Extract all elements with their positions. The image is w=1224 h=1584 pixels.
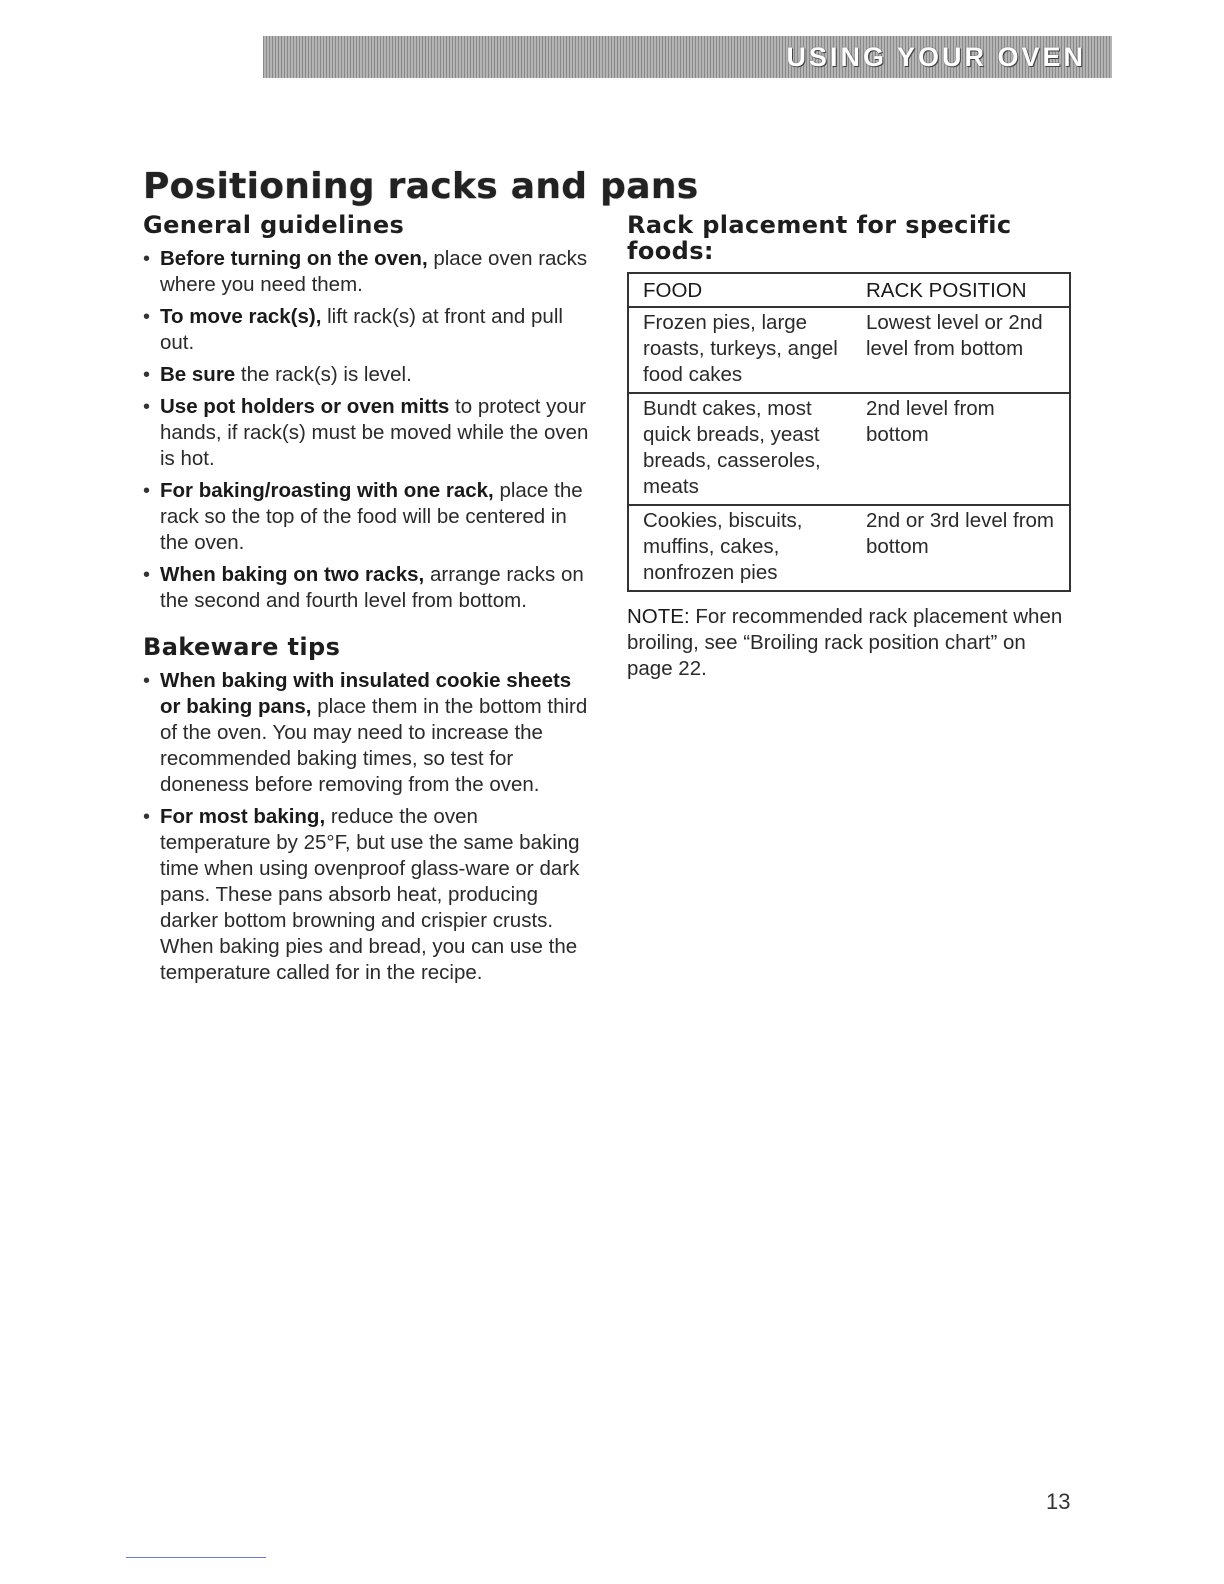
- table-row: [628, 505, 1070, 591]
- list-item: • Use pot holders or oven mitts to protect your hands, if rack(s) must be moved while the oven is hot.: [143, 395, 589, 470]
- section-header-bar: [263, 36, 1112, 78]
- bakeware-tips-list: [143, 668, 593, 986]
- bullet-icon: •: [143, 480, 151, 502]
- bullet-icon: •: [143, 396, 151, 418]
- bullet-icon: •: [143, 306, 151, 328]
- rack-position-table: [627, 272, 1071, 592]
- general-guidelines-list: [143, 246, 593, 614]
- right-column: [627, 212, 1077, 703]
- note-text: For recommended rack placement when broiling, see “Broiling rack position chart” on page 22.: [627, 605, 1063, 680]
- food-cell: Frozen pies, large roasts, turkeys, angel food cakes: [628, 307, 852, 393]
- page-title: Positioning racks and pans: [143, 166, 699, 207]
- rack-placement-heading: Rack placement for specific foods:: [627, 211, 1012, 265]
- bullet-icon: •: [143, 364, 151, 386]
- bakeware-section: [143, 634, 593, 986]
- bullet-icon: •: [143, 248, 151, 270]
- list-item: • Before turning on the oven, place oven racks where you need them.: [143, 247, 588, 296]
- section-header-title: USING YOUR OVEN: [786, 42, 1086, 72]
- bullet-icon: •: [143, 806, 151, 828]
- list-item: • When baking with insulated cookie sheets or baking pans, place them in the bottom third of the oven. You may need to increase the recommended baking times, so test for doneness before removing from the oven.: [143, 669, 588, 796]
- list-item: • For baking/roasting with one rack, place the rack so the top of the food will be centered in the oven.: [143, 479, 583, 554]
- list-item: • To move rack(s), lift rack(s) at front and pull out.: [143, 305, 563, 354]
- table-row: [628, 393, 1070, 505]
- bakeware-tips-heading: Bakeware tips: [143, 633, 341, 661]
- column-header-food: FOOD: [628, 273, 852, 307]
- column-header-rack-position: RACK POSITION: [852, 273, 1070, 307]
- list-item: • For most baking, reduce the oven temperature by 25°F, but use the same baking time when using ovenproof glass-ware or dark pans. These pans absorb heat, producing darker bottom browning and crispier crusts. When baking pies and bread, you can use the temperature called for in the recipe.: [143, 805, 580, 984]
- bullet-icon: •: [143, 670, 151, 692]
- table-row: [628, 307, 1070, 393]
- page-number: 13: [1046, 1489, 1071, 1514]
- table-header-row: [628, 273, 1070, 307]
- rack-position-cell: 2nd or 3rd level from bottom: [866, 509, 1055, 558]
- food-cell: Cookies, biscuits, muffins, cakes, nonfrozen pies: [643, 509, 803, 584]
- list-item: • When baking on two racks, arrange racks on the second and fourth level from bottom.: [143, 563, 584, 612]
- rack-position-cell: Lowest level or 2nd level from bottom: [852, 307, 1070, 393]
- bullet-icon: •: [143, 564, 151, 586]
- general-guidelines-heading: General guidelines: [143, 211, 405, 239]
- left-column: [143, 212, 593, 992]
- rack-position-cell: 2nd level from bottom: [852, 393, 1070, 505]
- food-cell: Bundt cakes, most quick breads, yeast breads, casseroles, meats: [628, 393, 852, 505]
- rack-note: [627, 604, 1077, 682]
- footer-divider: [126, 1557, 266, 1558]
- list-item: • Be sure the rack(s) is level.: [143, 363, 412, 386]
- note-label: NOTE:: [627, 605, 690, 628]
